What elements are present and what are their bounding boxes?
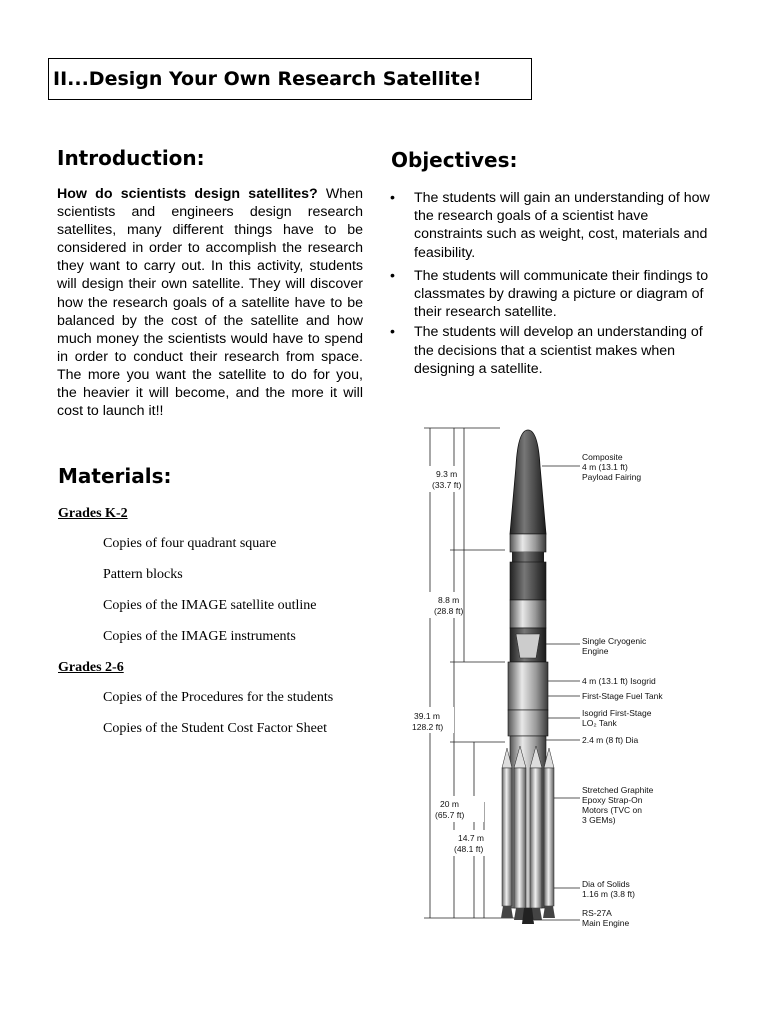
list-item <box>390 323 710 378</box>
list-item <box>390 189 710 262</box>
bullet-icon: • <box>390 324 395 341</box>
callout-cryo-1: Single Cryogenic <box>582 636 647 646</box>
callout-graphite-3: Motors (TVC on <box>582 805 642 815</box>
callout-composite-1: Composite <box>582 452 623 462</box>
second-length-ft: (28.8 ft) <box>434 606 464 616</box>
bullet-icon: • <box>390 190 395 206</box>
materials-heading: Materials: <box>58 464 172 488</box>
page-title: II...Design Your Own Research Satellite! <box>48 58 532 100</box>
list-item <box>390 267 710 322</box>
callout-cryo-2: Engine <box>582 646 609 656</box>
introduction-lead: How do scientists design satellites? <box>57 186 318 202</box>
strapon-length-ft: (65.7 ft) <box>435 810 465 820</box>
callout-solids-1: Dia of Solids <box>582 879 630 889</box>
callout-fuel-tank: First-Stage Fuel Tank <box>582 691 663 701</box>
callout-lo2-1: Isogrid First-Stage <box>582 708 652 718</box>
callout-graphite-4: 3 GEMs) <box>582 815 616 825</box>
rocket-diagram <box>410 422 678 932</box>
objectives-list <box>390 189 710 378</box>
callout-engine-2: Main Engine <box>582 918 630 928</box>
callout-composite-3: Payload Fairing <box>582 472 642 482</box>
introduction-text <box>57 185 363 420</box>
callout-composite-2: 4 m (13.1 ft) <box>582 462 628 472</box>
list-item: Copies of four quadrant square <box>103 536 277 551</box>
grades-k2-label: Grades K-2 <box>58 506 128 521</box>
introduction-body: When scientists and engineers design research satellites, many different things have to be considered in order to accomplish the research they want to carry out. In this activity, students will design their own satellite. They will discover how the research goals of a satellite have to be balanced by the cost of the satellite and how much money the scientists would have to spend in order to conduct their research from space. The more you want the satellite to do for you, the heavier it will become, and the more it will cost to launch it!! <box>57 186 363 420</box>
grades-26-label: Grades 2-6 <box>58 660 124 675</box>
list-item: Copies of the Student Cost Factor Sheet <box>103 721 327 736</box>
list-item: Copies of the Procedures for the students <box>103 690 334 705</box>
fairing-length-ft: (33.7 ft) <box>432 480 462 490</box>
second-length-m: 8.8 m <box>438 595 460 605</box>
list-item: Copies of the IMAGE satellite outline <box>103 598 317 613</box>
callout-solids-2: 1.16 m (3.8 ft) <box>582 889 635 899</box>
callout-dia: 2.4 m (8 ft) Dia <box>582 735 639 745</box>
callout-graphite-1: Stretched Graphite <box>582 785 654 795</box>
strapon-length-m: 20 m <box>440 799 459 809</box>
callout-graphite-2: Epoxy Strap-On <box>582 795 643 805</box>
solid-length-ft: (48.1 ft) <box>454 844 484 854</box>
bullet-icon: • <box>390 267 395 284</box>
rocket-illustration <box>501 430 555 924</box>
introduction-heading: Introduction: <box>57 146 205 170</box>
total-length-m: 39.1 m <box>414 711 440 721</box>
objective-text: The students will develop an understanding of the decisions that a scientist makes when designing a satellite. <box>414 324 703 377</box>
solid-length-m: 14.7 m <box>458 833 484 843</box>
fairing-length-m: 9.3 m <box>436 469 458 479</box>
objective-text: The students will gain an understanding of how the research goals of a scientist have constraints such as weight, cost, materials and feasibility. <box>414 190 710 261</box>
callout-isogrid: 4 m (13.1 ft) Isogrid <box>582 676 656 686</box>
objective-text: The students will communicate their findings to classmates by drawing a picture or diagram of their research satellite. <box>414 267 709 321</box>
objectives-heading: Objectives: <box>391 148 518 172</box>
total-length-ft: 128.2 ft) <box>412 722 444 732</box>
list-item: Copies of the IMAGE instruments <box>103 629 296 644</box>
list-item: Pattern blocks <box>103 567 183 582</box>
callout-engine-1: RS-27A <box>582 908 612 918</box>
callout-lo2-2: LO₂ Tank <box>582 718 617 728</box>
